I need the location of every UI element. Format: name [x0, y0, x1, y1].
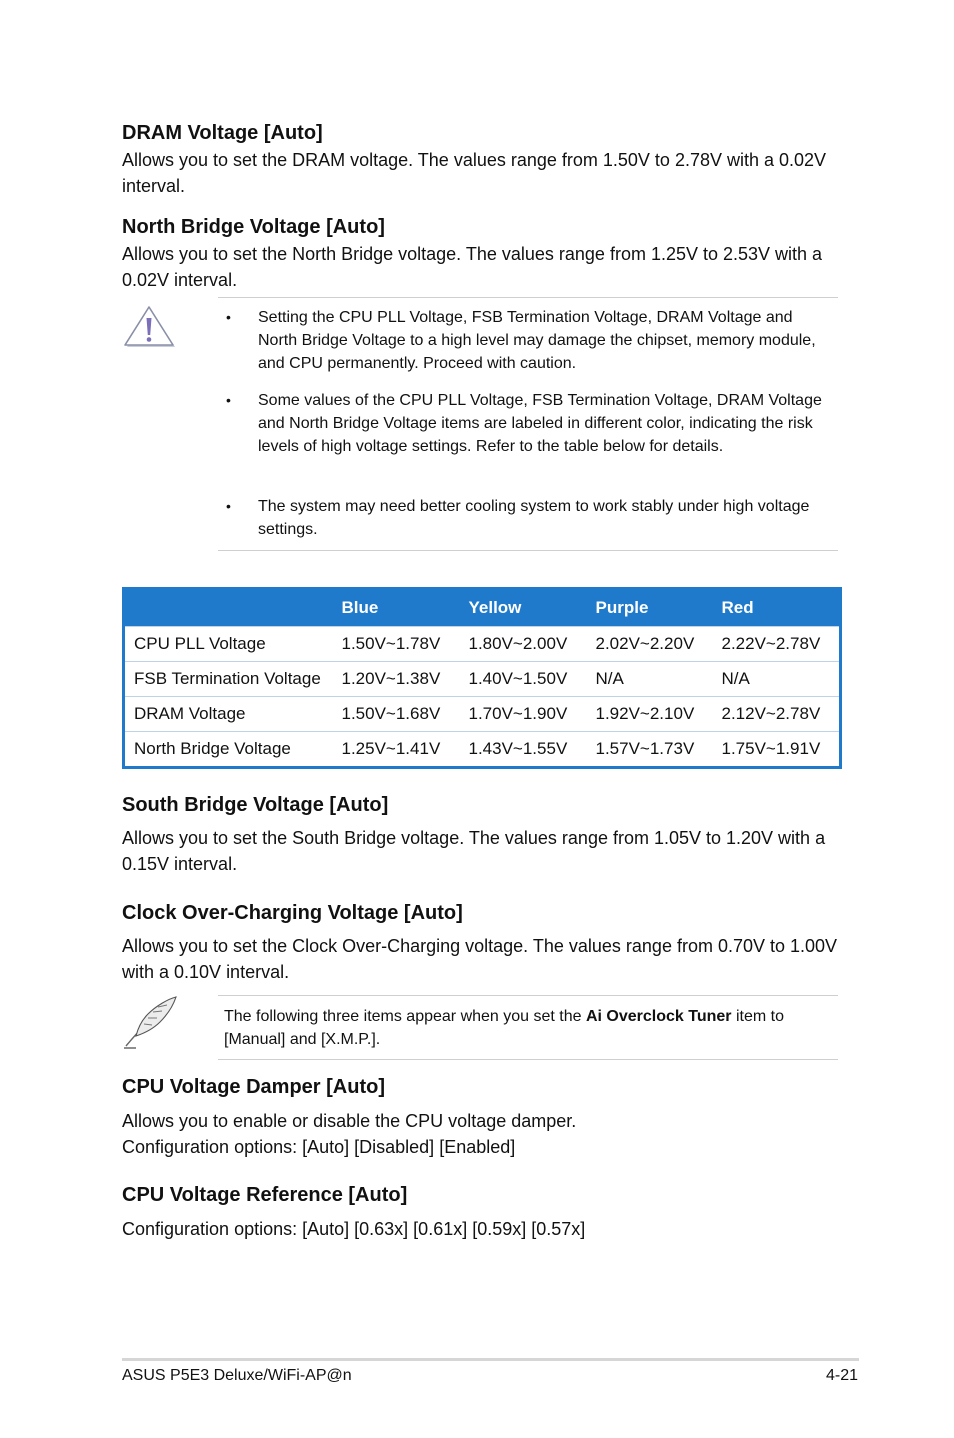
note-text [224, 1005, 838, 1051]
table-cell: 1.43V~1.55V [460, 732, 587, 768]
note-text-pre: The following three items appear when you set the [224, 1008, 586, 1025]
table-cell: 1.70V~1.90V [460, 697, 587, 732]
table-cell: N/A [713, 662, 841, 697]
table-cell: 1.92V~2.10V [587, 697, 713, 732]
table-cell: 2.22V~2.78V [713, 627, 841, 662]
voltage-color-table [122, 587, 842, 769]
table-cell: CPU PLL Voltage [124, 627, 333, 662]
footer-page-number: 4-21 [825, 1367, 858, 1384]
heading-cpu-voltage-damper: CPU Voltage Damper [Auto] [122, 1076, 385, 1098]
caution-item: Some values of the CPU PLL Voltage, FSB Termination Voltage, DRAM Voltage and North Bridge Voltage items are labeled in different color, indicating the risk levels of high voltage settings. Refer to the table below for details. [258, 392, 822, 455]
note-text-post: item to [Manual] and [X.M.P.]. [224, 1008, 784, 1048]
caution-item: Setting the CPU PLL Voltage, FSB Termination Voltage, DRAM Voltage and North Bridge Voltage to a high level may damage the chipset, memory module, and CPU permanently. Proceed with caution. [258, 309, 816, 372]
text-cpu-voltage-damper-line1: Allows you to enable or disable the CPU voltage damper. [122, 1111, 577, 1131]
table-cell: FSB Termination Voltage [124, 662, 333, 697]
text-cpu-voltage-reference: Configuration options: [Auto] [0.63x] [0.61x] [0.59x] [0.57x] [122, 1219, 586, 1239]
table-header-blue: Blue [333, 589, 460, 627]
heading-north-bridge-voltage: North Bridge Voltage [Auto] [122, 216, 385, 238]
table-cell: 2.02V~2.20V [587, 627, 713, 662]
table-header-cell [124, 589, 333, 627]
feather-pen-icon [122, 994, 180, 1050]
table-cell: DRAM Voltage [124, 697, 333, 732]
table-header-purple: Purple [587, 589, 713, 627]
table-cell: 1.57V~1.73V [587, 732, 713, 768]
text-dram-voltage: Allows you to set the DRAM voltage. The values range from 1.50V to 2.78V with a 0.02V interval. [122, 150, 827, 196]
table-cell: 1.80V~2.00V [460, 627, 587, 662]
heading-dram-voltage: DRAM Voltage [Auto] [122, 122, 323, 144]
note-text-bold: Ai Overclock Tuner [585, 1008, 732, 1025]
table-row [124, 627, 841, 662]
table-cell: 1.40V~1.50V [460, 662, 587, 697]
text-cpu-voltage-damper [122, 1108, 842, 1160]
bullet: • [226, 392, 231, 408]
text-clock-over-charging-voltage: Allows you to set the Clock Over-Charging voltage. The values range from 0.70V to 1.00V with a 0.10V interval. [122, 936, 838, 982]
table-cell: 1.50V~1.78V [333, 627, 460, 662]
footer-divider [122, 1358, 859, 1361]
footer-product-name: ASUS P5E3 Deluxe/WiFi-AP@n [122, 1367, 352, 1384]
text-north-bridge-voltage: Allows you to set the North Bridge voltage. The values range from 1.25V to 2.53V with a 0.02V interval. [122, 244, 823, 290]
caution-item: The system may need better cooling system to work stably under high voltage settings. [258, 498, 810, 538]
bullet: • [226, 309, 231, 325]
bullet: • [226, 498, 231, 514]
table-cell: 1.20V~1.38V [333, 662, 460, 697]
heading-south-bridge-voltage: South Bridge Voltage [Auto] [122, 794, 389, 816]
table-cell: North Bridge Voltage [124, 732, 333, 768]
table-cell: 1.75V~1.91V [713, 732, 841, 768]
table-header-yellow: Yellow [460, 589, 587, 627]
heading-cpu-voltage-reference: CPU Voltage Reference [Auto] [122, 1184, 408, 1206]
table-cell: N/A [587, 662, 713, 697]
table-row [124, 697, 841, 732]
table-header-row [124, 589, 841, 627]
table-header-red: Red [713, 589, 841, 627]
table-cell: 1.50V~1.68V [333, 697, 460, 732]
table-row [124, 662, 841, 697]
table-cell: 1.25V~1.41V [333, 732, 460, 768]
text-cpu-voltage-damper-line2: Configuration options: [Auto] [Disabled] [Enabled] [122, 1137, 516, 1157]
heading-clock-over-charging-voltage: Clock Over-Charging Voltage [Auto] [122, 902, 463, 924]
table-row [124, 732, 841, 768]
text-south-bridge-voltage: Allows you to set the South Bridge voltage. The values range from 1.05V to 1.20V with a 0.15V interval. [122, 828, 826, 874]
warning-triangle-icon [124, 306, 176, 348]
table-cell: 2.12V~2.78V [713, 697, 841, 732]
